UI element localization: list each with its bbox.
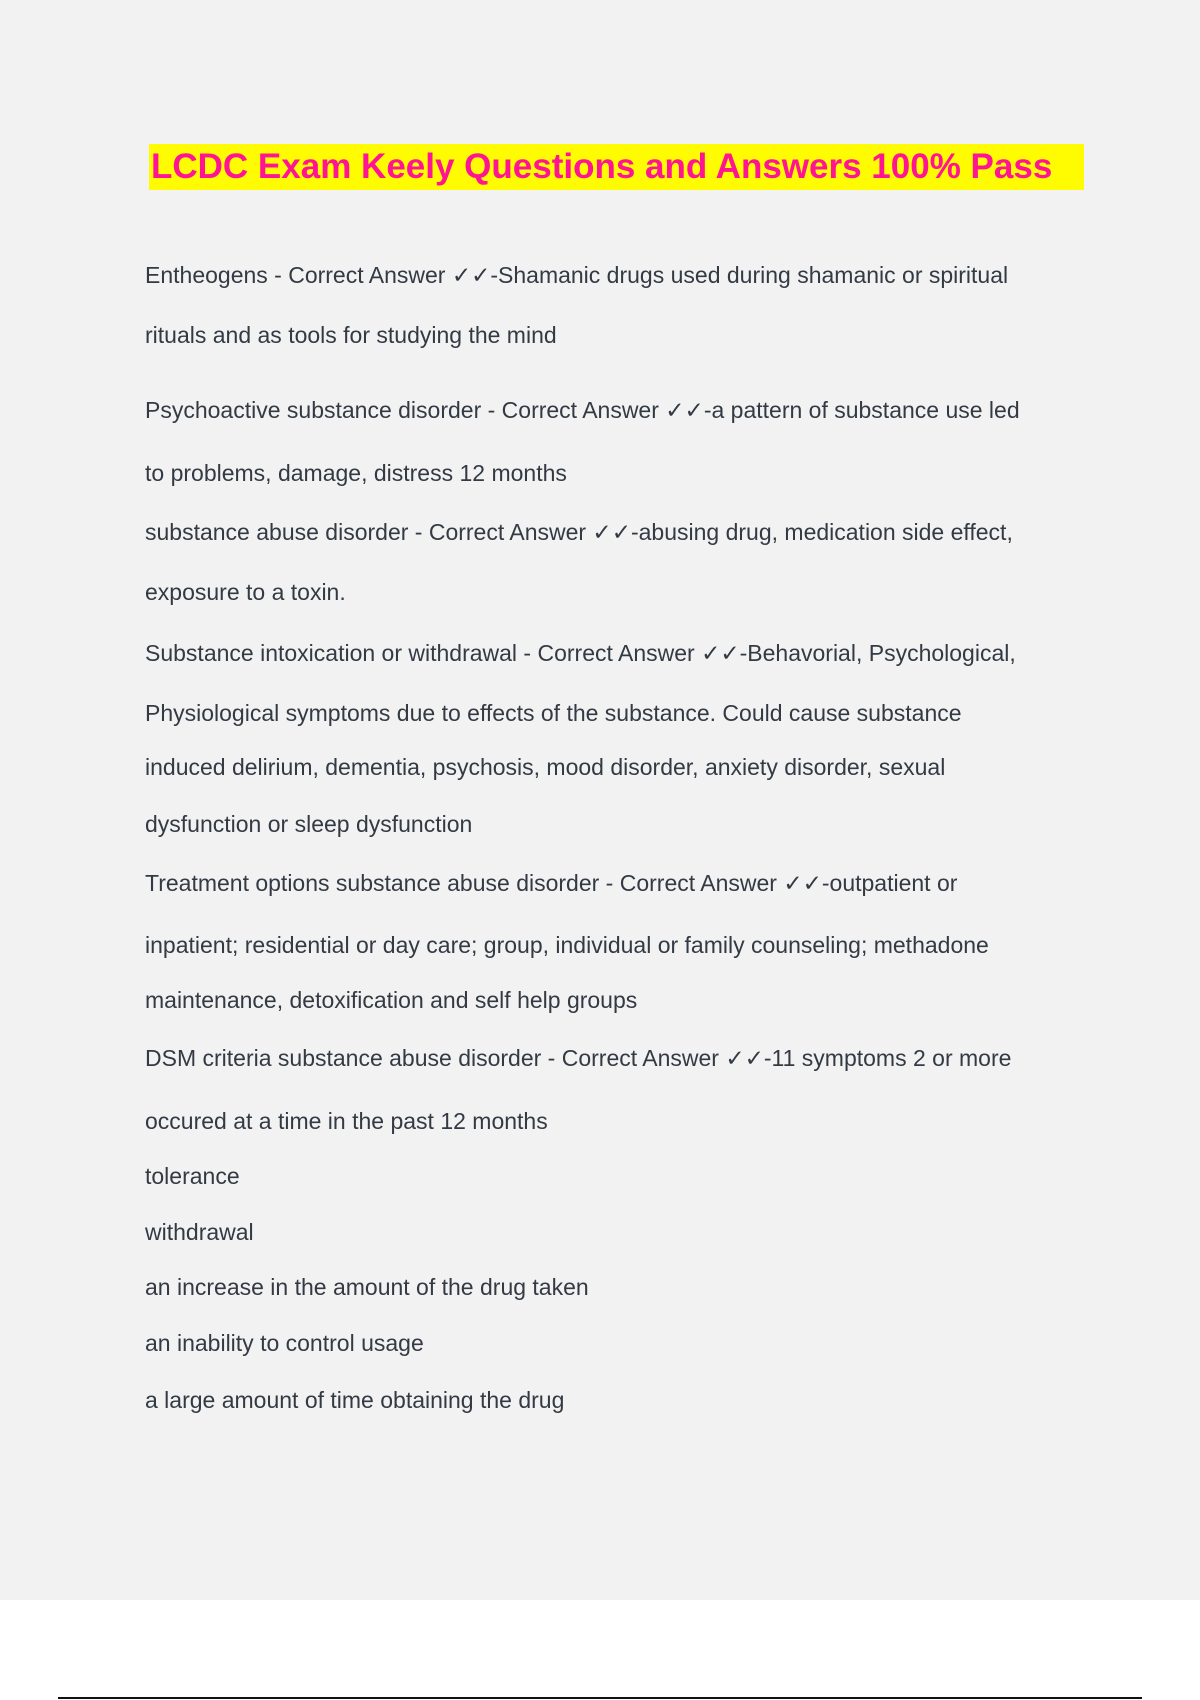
text-line: DSM criteria substance abuse disorder - Correct Answer ✓✓-11 symptoms 2 or more bbox=[145, 1045, 1012, 1071]
text-line: occured at a time in the past 12 months bbox=[145, 1108, 548, 1134]
text-line: Physiological symptoms due to effects of the substance. Could cause substance bbox=[145, 700, 962, 726]
footer-divider bbox=[58, 1697, 1142, 1699]
text-line: Treatment options substance abuse disorder - Correct Answer ✓✓-outpatient or bbox=[145, 870, 958, 896]
text-line: Substance intoxication or withdrawal - Correct Answer ✓✓-Behavorial, Psychological, bbox=[145, 640, 1016, 666]
text-line: substance abuse disorder - Correct Answer ✓✓-abusing drug, medication side effect, bbox=[145, 519, 1013, 545]
text-line: an inability to control usage bbox=[145, 1330, 424, 1356]
text-line: rituals and as tools for studying the mind bbox=[145, 322, 557, 348]
text-line: induced delirium, dementia, psychosis, mood disorder, anxiety disorder, sexual bbox=[145, 754, 946, 780]
text-line: to problems, damage, distress 12 months bbox=[145, 460, 567, 486]
text-line: Psychoactive substance disorder - Correct Answer ✓✓-a pattern of substance use led bbox=[145, 397, 1020, 423]
text-line: tolerance bbox=[145, 1163, 240, 1189]
text-line: inpatient; residential or day care; group, individual or family counseling; methadone bbox=[145, 932, 989, 958]
text-line: withdrawal bbox=[145, 1219, 254, 1245]
text-line: maintenance, detoxification and self help groups bbox=[145, 987, 638, 1013]
text-line: exposure to a toxin. bbox=[145, 579, 346, 605]
text-line: a large amount of time obtaining the drug bbox=[145, 1387, 565, 1413]
text-line: an increase in the amount of the drug taken bbox=[145, 1274, 589, 1300]
text-line: dysfunction or sleep dysfunction bbox=[145, 811, 473, 837]
document-title: LCDC Exam Keely Questions and Answers 100% Pass bbox=[149, 144, 1084, 190]
text-line: Entheogens - Correct Answer ✓✓-Shamanic drugs used during shamanic or spiritual bbox=[145, 262, 1009, 288]
